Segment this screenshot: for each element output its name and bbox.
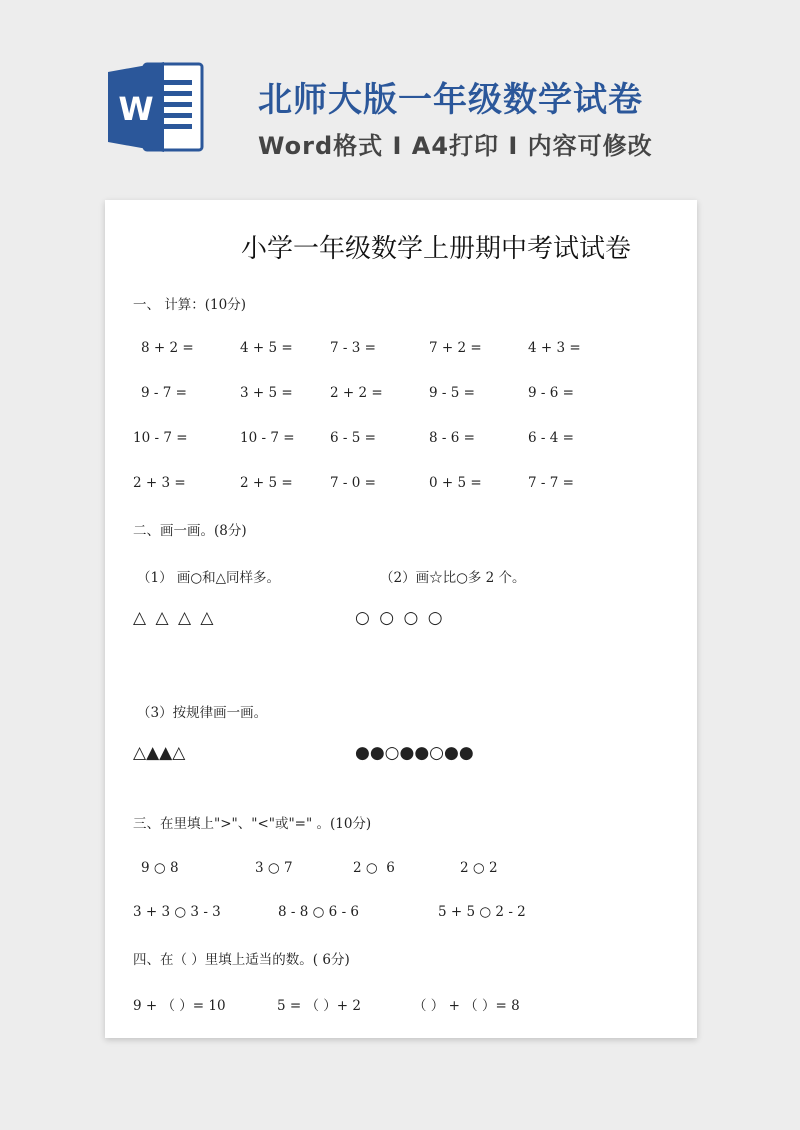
word-document-icon [106,58,204,156]
calc-item: 7 + 2 = [429,340,482,356]
calc-item: 7 - 3 = [330,340,376,356]
calc-item: 2 + 3 = [133,475,186,491]
compare-item: 3 + 3 ○ 3 - 3 [133,904,221,920]
triangle-row: △ △ △ △ [133,608,216,628]
calc-item: 0 + 5 = [429,475,482,491]
section1-heading: 一、 计算：(10分) [133,297,247,313]
draw-question-2: （2）画☆比○多 2 个。 [380,570,526,586]
circle-row: ○ ○ ○ ○ [355,608,445,628]
calc-item: 10 - 7 = [133,430,188,446]
pattern-circles: ●●○●●○●● [355,743,474,763]
calc-item: 3 + 5 = [240,385,293,401]
calc-item: 9 - 5 = [429,385,475,401]
compare-item: 2 ○ 6 [353,860,395,876]
calc-item: 2 + 2 = [330,385,383,401]
pattern-triangles: △▲▲△ [133,743,186,763]
calc-item: 6 - 4 = [528,430,574,446]
compare-item: 8 - 8 ○ 6 - 6 [278,904,360,920]
draw-question-1: （1） 画○和△同样多。 [137,570,281,586]
fill-item: 5 = （ ）+ 2 [277,998,361,1014]
calc-item: 10 - 7 = [240,430,295,446]
fill-item: （ ） + （ ）= 8 [413,998,520,1014]
calc-item: 4 + 3 = [528,340,581,356]
calc-item: 7 - 0 = [330,475,376,491]
icon-letter: W [118,90,154,128]
calc-item: 9 - 6 = [528,385,574,401]
document-title: 小学一年级数学上册期中考试试卷 [240,234,631,264]
section3-heading: 三、在里填上">"、"<"或"=" 。(10分) [133,816,372,832]
header-banner [0,0,800,200]
calc-item: 8 - 6 = [429,430,475,446]
draw-question-3: （3）按规律画一画。 [137,705,268,721]
compare-item: 2 ○ 2 [460,860,498,876]
compare-item: 5 + 5 ○ 2 - 2 [438,904,526,920]
calc-item: 6 - 5 = [330,430,376,446]
compare-item: 9 ○ 8 [141,860,179,876]
calc-item: 8 + 2 = [141,340,194,356]
banner-subtitle: Word格式 I A4打印 I 内容可修改 [258,132,653,160]
section4-heading: 四、在（ ）里填上适当的数。( 6分) [133,952,350,968]
calc-item: 2 + 5 = [240,475,293,491]
document-page [105,200,697,1038]
compare-item: 3 ○ 7 [255,860,293,876]
banner-title: 北师大版一年级数学试卷 [258,80,643,120]
calc-item: 7 - 7 = [528,475,574,491]
calc-item: 4 + 5 = [240,340,293,356]
section2-heading: 二、画一画。(8分) [133,523,247,539]
fill-item: 9 + （ ）= 10 [133,998,226,1014]
calc-item: 9 - 7 = [141,385,187,401]
